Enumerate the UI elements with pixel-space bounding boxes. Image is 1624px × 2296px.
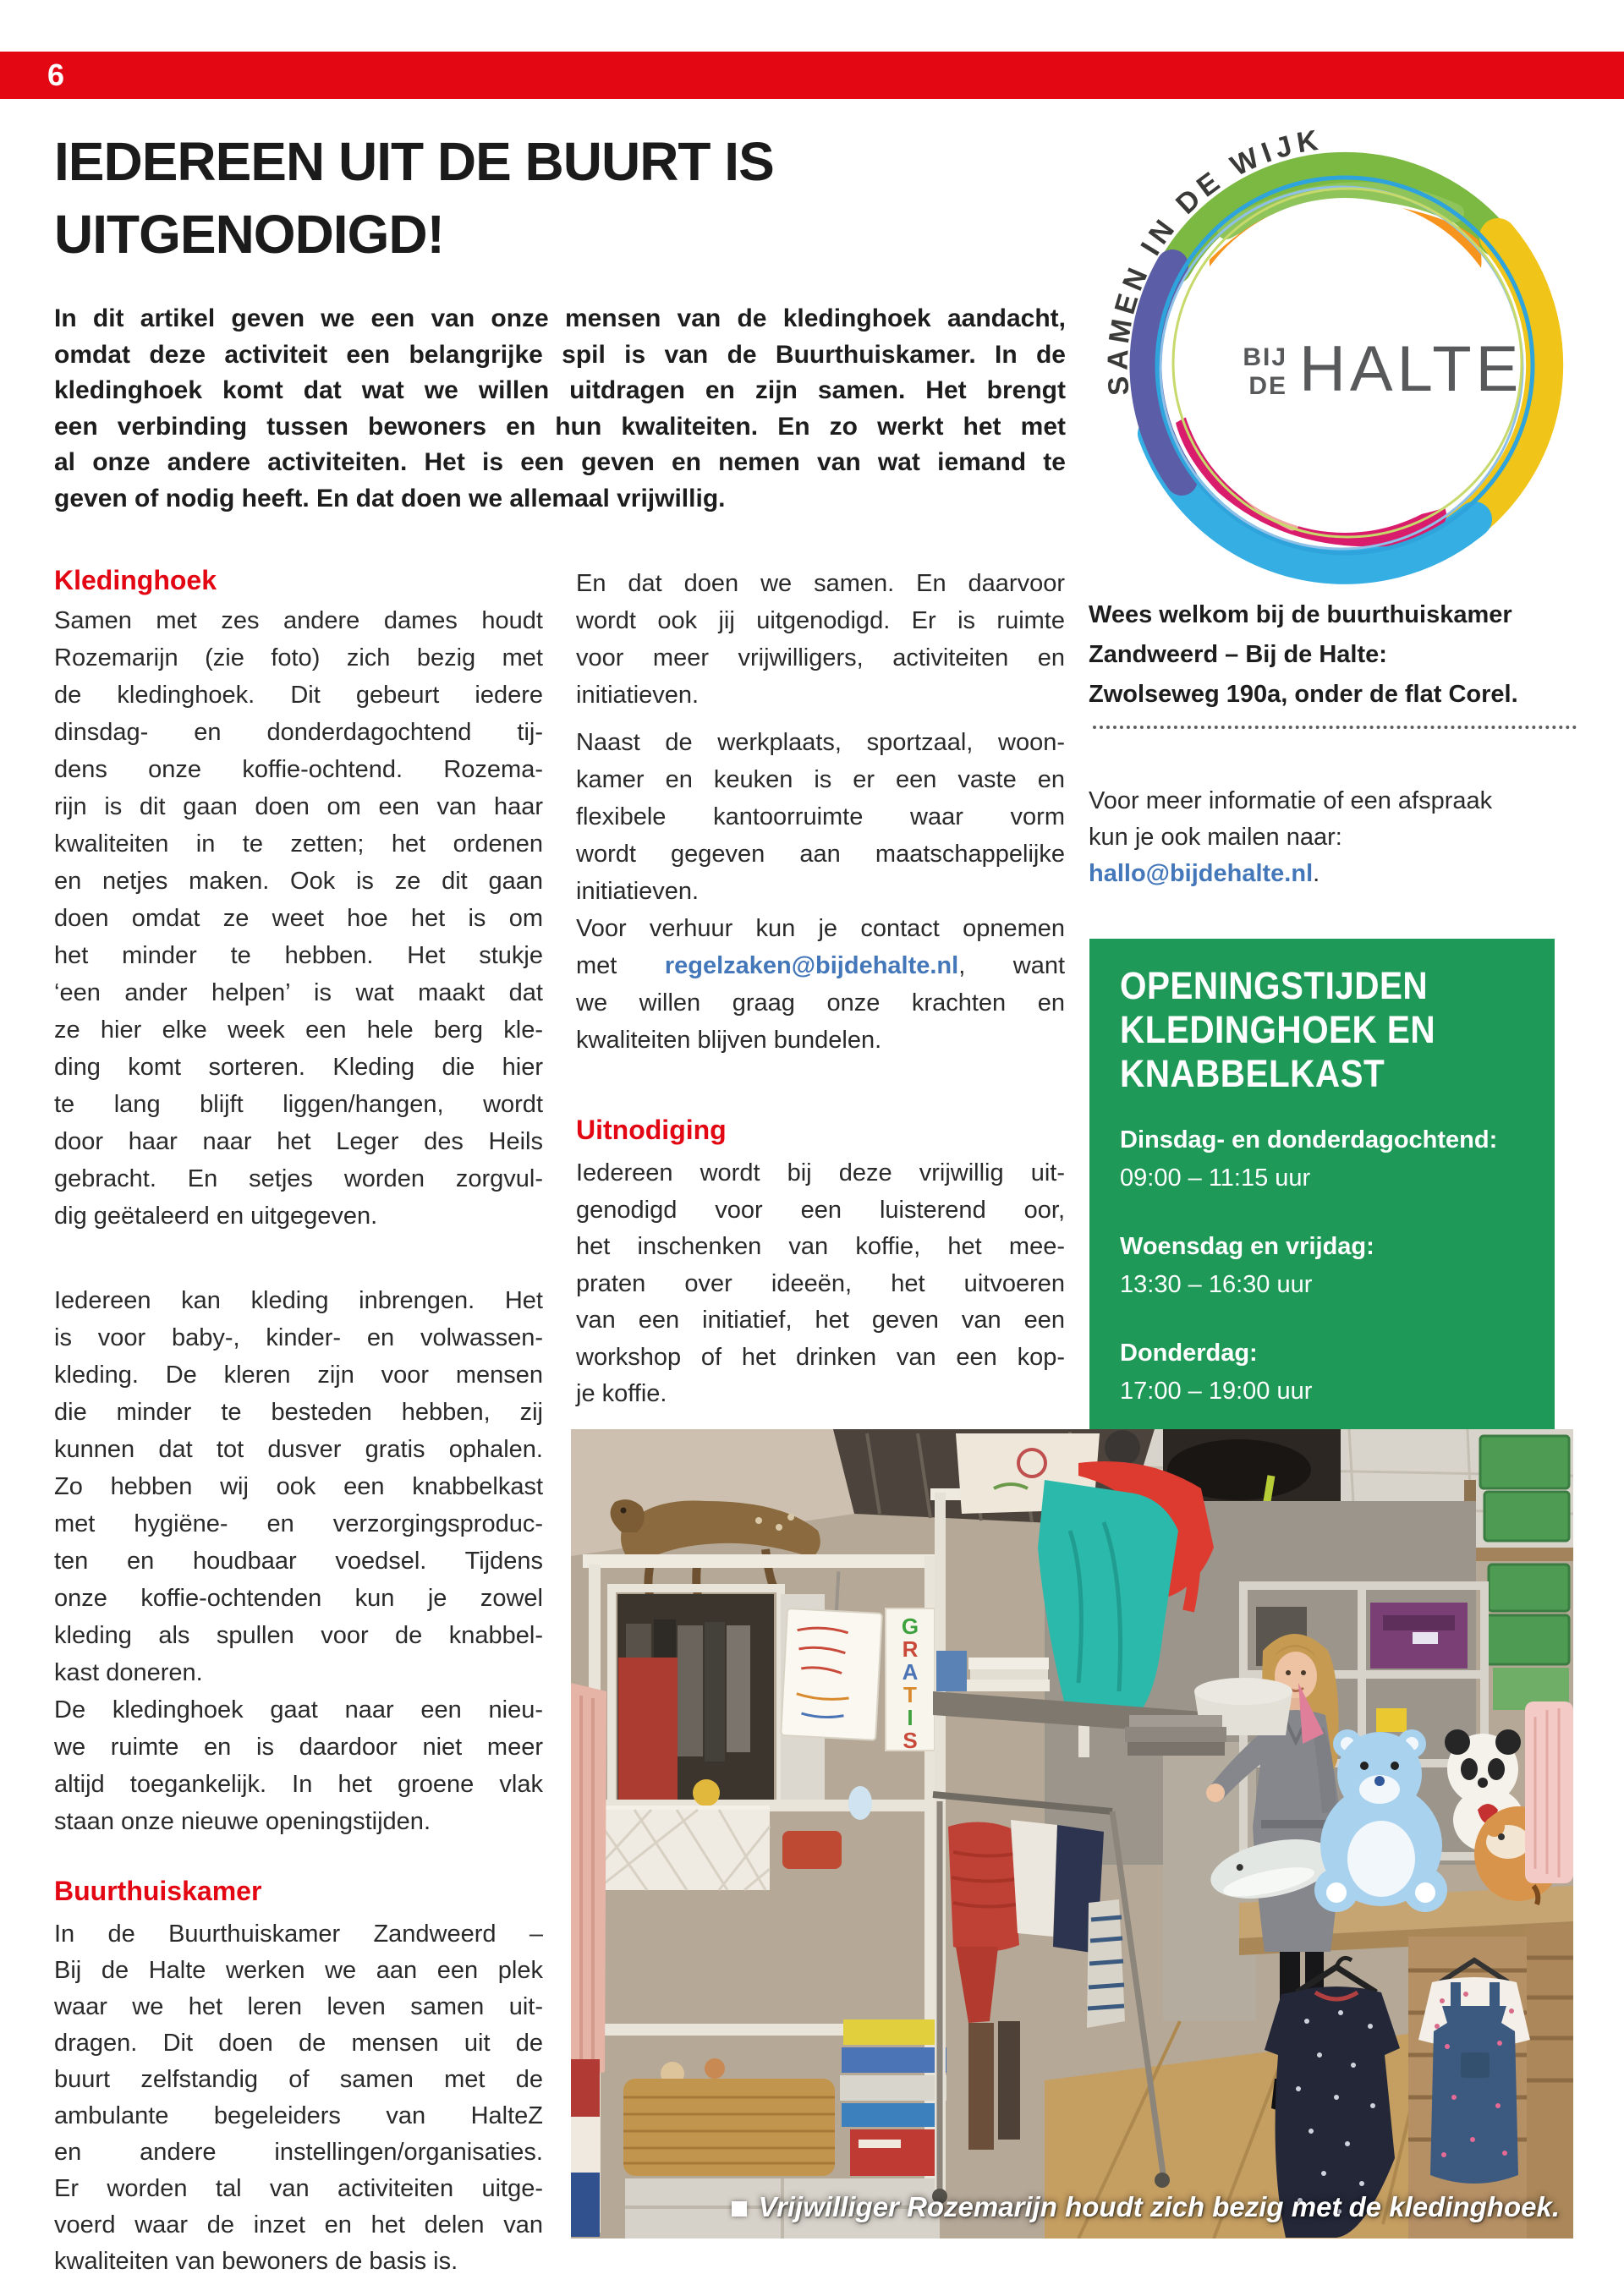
board-games-stack — [840, 2019, 946, 2176]
entry-day-label: Donderdag: — [1120, 1340, 1258, 1367]
toy-car — [782, 1831, 842, 1869]
heading-kledinghoek: Kledinghoek — [54, 565, 217, 595]
logo-word-de: DE — [1248, 372, 1287, 400]
hallo-email-link[interactable]: hallo@bijdehalte.nl — [1089, 860, 1314, 887]
svg-text:G: G — [901, 1614, 919, 1639]
entry-day-label: Dinsdag- en donderdagochtend: — [1120, 1126, 1498, 1153]
photo-caption — [732, 2191, 1560, 2223]
article-title-line: IEDEREEN UIT DE BUURT IS — [54, 131, 774, 192]
heading-uitnodiging: Uitnodiging — [576, 1115, 727, 1145]
col3-email-line: hallo@bijdehalte.nl. — [1089, 860, 1320, 887]
denim-pinafore-outfit — [1418, 1960, 1530, 2184]
opening-hours-entries — [1120, 1121, 1524, 1441]
entry-time: 17:00 – 19:00 uur — [1120, 1378, 1313, 1405]
logo-graphic — [1091, 112, 1599, 585]
opening-hours-title: OPENINGSTIJDEN KLEDINGHOEK EN KNABBELKAST — [1120, 964, 1436, 1095]
col1-paragraph-3: In de Buurthuiskamer Zandweerd – Bij de Halte werken we aan een plek waar we het leren leven samen uit- dragen. Dit doen de mensen uit de buurt zelfstandig of samen met de ambulante begeleiders van HalteZ en andere instellingen/organisaties. Er worden tal van activiteiten uitge- voerd waar de inzet en het delen van kwaliteiten van bewoners de basis is. — [54, 1921, 543, 2275]
opening-hours-entry — [1120, 1334, 1524, 1411]
bij-de-halte-logo — [1091, 112, 1599, 585]
caption-bullet-icon — [732, 2201, 747, 2217]
col2-paragraph-b: Naast de werkplaats, sportzaal, woon- kamer en keuken is er een vaste en flexibele kantoorruimte waar vorm wordt gegeven aan maatschappelijke initiatieven. — [576, 729, 1065, 905]
folded-pile-gray — [1125, 1715, 1226, 1756]
opening-hours-entry — [1120, 1228, 1524, 1304]
opening-hours-entry — [1120, 1121, 1524, 1197]
opening-hours-box — [1089, 939, 1555, 1429]
col2-paragraph-c-line: kwaliteiten blijven bundelen. — [576, 1027, 882, 1054]
logo-word-bij: BIJ — [1243, 343, 1287, 371]
logo-arc-text: SAMEN IN DE WIJK — [1101, 123, 1325, 397]
regelzaken-email-link[interactable]: regelzaken@bijdehalte.nl — [664, 952, 959, 979]
gratis-sign — [886, 1608, 935, 1753]
kledinghoek-photo — [571, 1429, 1573, 2238]
svg-text:R: R — [902, 1636, 919, 1662]
article-intro: In dit artikel geven we een van onze mensen van de kledinghoek aandacht, omdat deze activiteit een belangrijke spil is van de Buurthuiskamer. In de kledinghoek komt dat wat we willen uitdragen en zijn samen. Het brengt een verbinding tussen bewoners en hun kwaliteiten. En zo werkt het met al onze andere activiteiten. Het is een geven en nemen van wat iemand te geven of nodig heeft. En dat doen we allemaal vrijwillig. — [54, 304, 1066, 512]
svg-text:S: S — [903, 1728, 918, 1753]
logo-word-halte: HALTE — [1299, 333, 1523, 405]
entry-time: 09:00 – 11:15 uur — [1120, 1164, 1311, 1192]
col3-info-text: Voor meer informatie of een afspraak kun je ook mailen naar: — [1089, 787, 1493, 851]
yellow-note — [1376, 1708, 1407, 1732]
photo-caption-text: Vrijwilliger Rozemarijn houdt zich bezig met de kledinghoek. — [758, 2191, 1560, 2222]
dutch-flag — [571, 2059, 600, 2237]
article-title — [54, 125, 1111, 271]
svg-text:T: T — [903, 1682, 917, 1707]
col2-paragraph-c — [576, 910, 1065, 1059]
svg-text:A: A — [902, 1659, 919, 1685]
col1-paragraph-1: Samen met zes andere dames houdt Rozemarijn (zie foto) zich bezig met de kledinghoek. Dit gebeurt iedere dinsdag- en donderdagochtend tij- dens onze koffie-ochtend. Rozema- rijn is dit gaan doen om een van haar kwaliteiten in te zetten; het ordenen en netjes maken. Ook is ze dit gaan doen omdat ze weet hoe het is om het minder te hebben. Het stukje ‘een ander helpen’ is wat maakt dat ze hier elke week een hele berg kle- ding komt sorteren. Kleding die hier te lang blijft liggen/hangen, wordt door haar naar het Leger des Heils gebracht. En setjes worden zorgvul- dig geëtaleerd en uitgegeven. — [54, 607, 543, 1230]
col2-paragraph-a: En dat doen we samen. En daarvoor wordt ook jij uitgenodigd. Er is ruimte voor meer vrijwilligers, activiteiten en initiatieven. — [576, 570, 1065, 709]
article-title-line: UITGENODIGD! — [54, 204, 444, 265]
col2-paragraph-c-line: we willen graag onze krachten en — [576, 989, 1065, 1016]
dotted-separator — [1093, 726, 1577, 729]
col2-paragraph-c-line: met regelzaken@bijdehalte.nl, want — [576, 952, 1066, 979]
wicker-basket — [623, 2079, 835, 2176]
rack-knob — [1105, 1430, 1140, 1466]
photo-illustration — [571, 1429, 1573, 2238]
col1-paragraph-2a: Iedereen kan kleding inbrengen. Het is voor baby-, kinder- en volwassen- kleding. De kleren zijn voor mensen die minder te besteden hebben, zij kunnen dat tot dusver gratis ophalen. Zo hebben wij ook een knabbelkast met hygiëne- en verzorgingsproduc- ten en houdbaar voedsel. Tijdens onze koffie-ochtenden kun je zowel kleding als spullen voor de knabbel- kast doneren. — [54, 1287, 543, 1686]
svg-text:I: I — [907, 1705, 914, 1730]
col2-paragraph-c-line: Voor verhuur kun je contact opnemen — [576, 915, 1065, 942]
entry-day-label: Woensdag en vrijdag: — [1120, 1233, 1374, 1260]
red-door-panel — [618, 1658, 678, 1801]
page-number: 6 — [47, 58, 65, 92]
entry-time: 13:30 – 16:30 uur — [1120, 1271, 1313, 1298]
heading-buurthuiskamer: Buurthuiskamer — [54, 1876, 262, 1906]
page-header-bar — [0, 52, 1624, 99]
pink-curtain — [571, 1683, 606, 2080]
pink-blanket — [1525, 1701, 1573, 1883]
col3-welcome-text: Wees welkom bij de buurthuiskamer Zandweerd – Bij de Halte: Zwolseweg 190a, onder de flat Corel. — [1089, 601, 1518, 708]
col1-paragraph-2b: De kledinghoek gaat naar een nieu- we ruimte en is daardoor niet meer altijd toegankelijk. In het groene vlak staan onze nieuwe openingstijden. — [54, 1696, 543, 1835]
col2-paragraph-d: Iedereen wordt bij deze vrijwillig uit- genodigd voor een luisterend oor, het inschenken van koffie, het mee- praten over ideeën, het uitvoeren van een initiatief, het geven van een workshop of het drinken van een kop- je koffie. — [576, 1159, 1065, 1407]
